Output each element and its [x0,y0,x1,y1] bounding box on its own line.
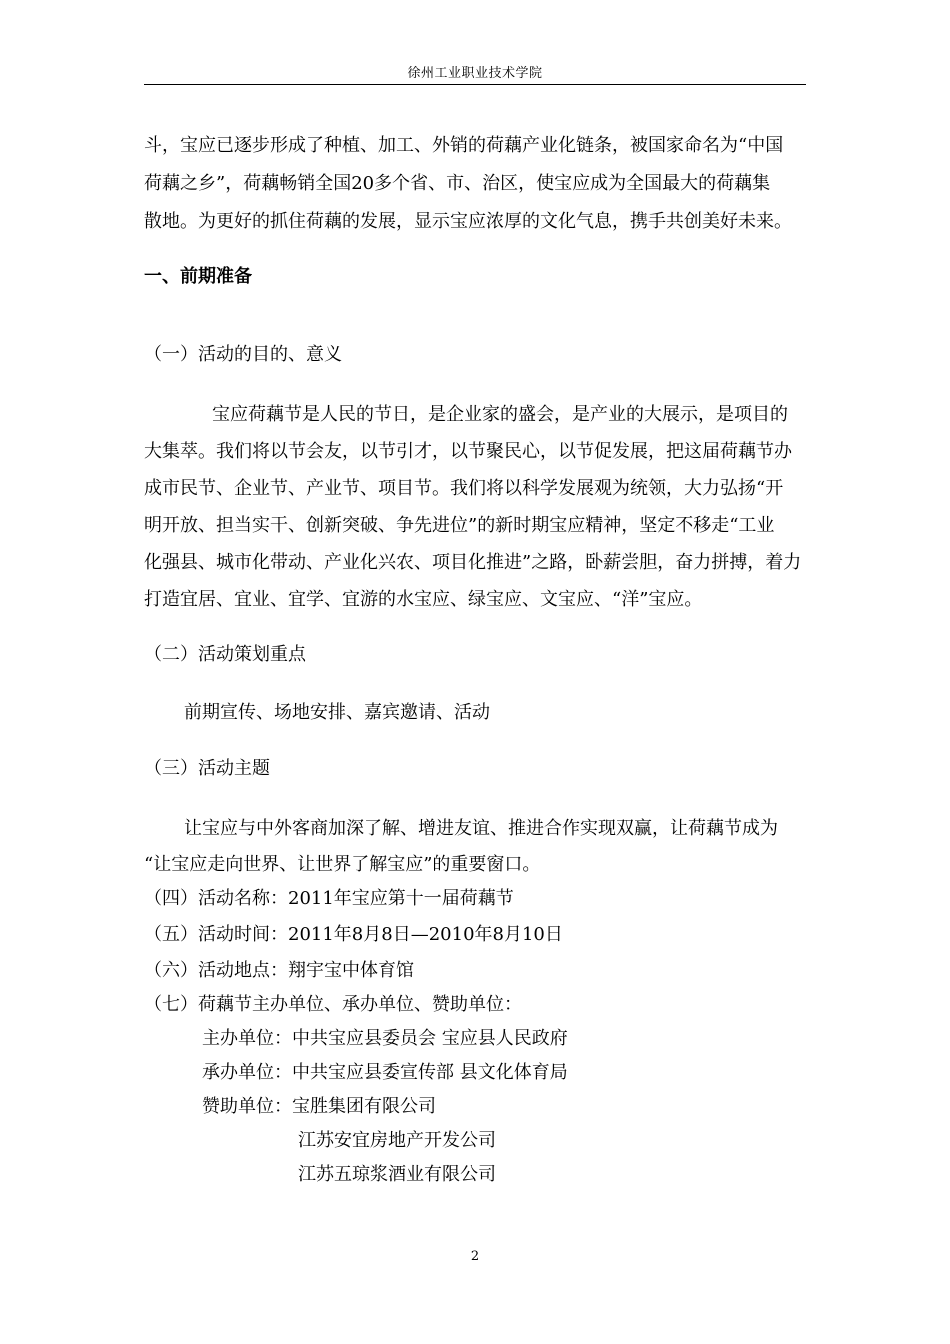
organizer-unit: 承办单位：中共宝应县委宣传部 县文化体育局 [202,1062,568,1083]
sponsor-unit: 赞助单位：宝胜集团有限公司 [202,1096,436,1117]
purpose-line-1: 宝应荷藕节是人民的节日，是企业家的盛会，是产业的大展示，是项目的 [212,404,788,425]
section-heading-preparation: 一、前期准备 [144,266,252,287]
activity-name: （四）活动名称：2011年宝应第十一届荷藕节 [144,888,514,909]
theme-line-1: 让宝应与中外客商加深了解、增进友谊、推进合作实现双赢，让荷藕节成为 [184,818,778,839]
purpose-line-3: 成市民节、企业节、产业节、项目节。我们将以科学发展观为统领，大力弘扬“开 [144,478,784,499]
subsection-title-theme: （三）活动主题 [144,758,270,779]
subsection-title-focus: （二）活动策划重点 [144,644,306,665]
focus-content: 前期宣传、场地安排、嘉宾邀请、活动 [184,702,490,723]
intro-line-3: 散地。为更好的抓住荷藕的发展，显示宝应浓厚的文化气息，携手共创美好未来。 [144,211,792,232]
header-divider [144,84,806,85]
subsection-title-units: （七）荷藕节主办单位、承办单位、赞助单位： [144,994,522,1015]
page-number: 2 [470,1249,480,1264]
purpose-line-6: 打造宜居、宜业、宜学、宜游的水宝应、绿宝应、文宝应、“洋”宝应。 [144,589,703,610]
host-unit: 主办单位：中共宝应县委员会 宝应县人民政府 [202,1028,568,1049]
purpose-line-5: 化强县、城市化带动、产业化兴农、项目化推进”之路，卧薪尝胆，奋力拼搏，着力 [144,552,802,573]
activity-time: （五）活动时间：2011年8月8日—2010年8月10日 [144,924,563,945]
sponsor-unit-2: 江苏安宜房地产开发公司 [298,1130,496,1151]
subsection-title-purpose: （一）活动的目的、意义 [144,344,342,365]
theme-line-2: “让宝应走向世界、让世界了解宝应”的重要窗口。 [144,854,541,875]
purpose-line-4: 明开放、担当实干、创新突破、争先进位”的新时期宝应精神，坚定不移走“工业 [144,515,775,536]
page-header-title: 徐州工业职业技术学院 [407,66,543,81]
intro-line-1: 斗，宝应已逐步形成了种植、加工、外销的荷藕产业化链条，被国家命名为“中国 [144,135,784,156]
purpose-line-2: 大集萃。我们将以节会友，以节引才，以节聚民心，以节促发展，把这届荷藕节办 [144,441,792,462]
activity-venue: （六）活动地点：翔宇宝中体育馆 [144,960,414,981]
sponsor-unit-3: 江苏五琼浆酒业有限公司 [298,1164,496,1185]
intro-line-2: 荷藕之乡”，荷藕畅销全国20多个省、市、治区，使宝应成为全国最大的荷藕集 [144,173,771,194]
